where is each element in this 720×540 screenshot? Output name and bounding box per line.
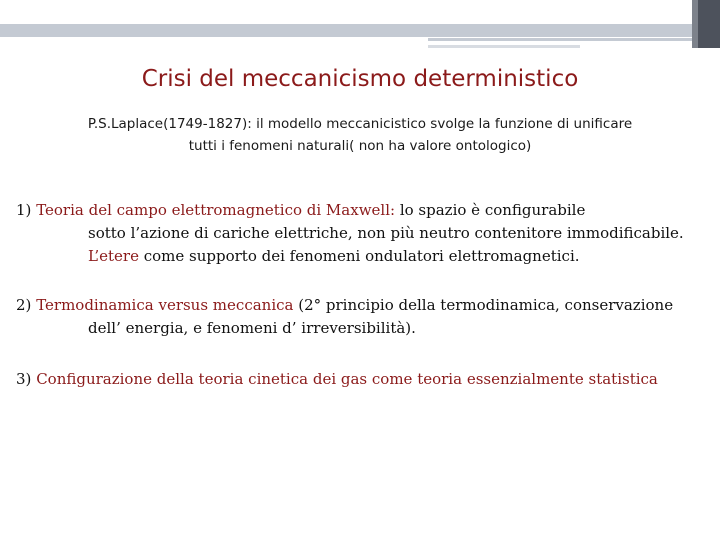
item-highlight: Termodinamica versus meccanica: [36, 296, 294, 314]
item-number: 1): [16, 201, 32, 219]
subtitle-line-2: tutti i fenomeni naturali( non ha valore ontologico): [188, 138, 532, 154]
item-continuation-1: dell’ energia, e fenomeni d’ irreversibilità).: [88, 319, 416, 337]
item-continuation-highlight: L’etere: [88, 247, 139, 265]
list-item-2: [16, 294, 716, 340]
item-text: (2° principio della termodinamica, conservazione: [293, 296, 674, 314]
item-continuation-1: sotto l’azione di cariche elettriche, non più neutro contenitore immodificabile.: [88, 224, 684, 242]
header-decor-bar: [0, 24, 692, 37]
item-number: 3): [16, 370, 32, 388]
header-accent-line-short: [428, 45, 580, 48]
slide-title: Crisi del meccanicismo deterministico: [141, 66, 579, 92]
item-highlight: Configurazione della teoria cinetica dei gas come teoria essenzialmente statistica: [36, 370, 658, 388]
header-accent-line: [428, 38, 692, 41]
list-item-3: [16, 368, 716, 391]
item-text: lo spazio è configurabile: [395, 201, 586, 219]
slide-subtitle: [40, 113, 680, 157]
header-corner-stripe: [692, 0, 698, 48]
list-item-1: [16, 199, 716, 268]
item-continuation-2: [16, 245, 716, 268]
subtitle-line-1: P.S.Laplace(1749-1827): il modello meccanicistico svolge la funzione di unificare: [87, 116, 633, 132]
item-number: 2): [16, 296, 32, 314]
item-highlight: Teoria del campo elettromagnetico di Maxwell:: [36, 201, 396, 219]
item-continuation-text: come supporto dei fenomeni ondulatori elettromagnetici.: [138, 247, 580, 265]
